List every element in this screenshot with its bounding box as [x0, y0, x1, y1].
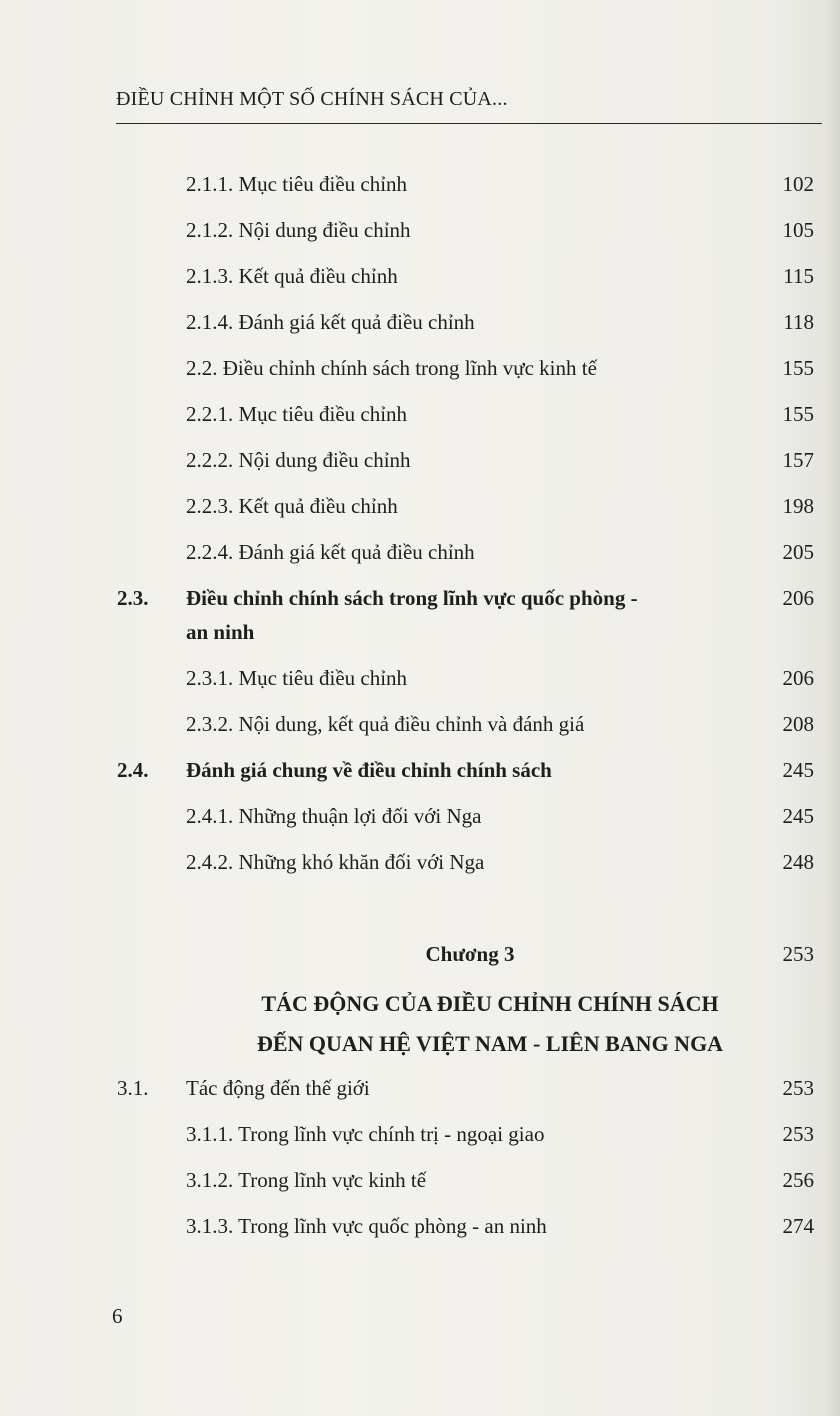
toc-entry-label: 2.3.2. Nội dung, kết quả điều chỉnh và đánh giá	[186, 712, 585, 736]
toc-entry-page-number: 253	[782, 1076, 814, 1100]
running-header: ĐIỀU CHỈNH MỘT SỐ CHÍNH SÁCH CỦA...	[116, 88, 508, 110]
toc-entry-page-number: 248	[782, 850, 814, 874]
toc-entry-label: 2.2. Điều chỉnh chính sách trong lĩnh vực kinh tế	[186, 356, 597, 380]
toc-entry-page-number: 205	[782, 540, 814, 564]
toc-entry-label: 2.4.1. Những thuận lợi đối với Nga	[186, 804, 482, 828]
toc-entry-label-continued: an ninh	[186, 620, 255, 644]
toc-entry-label: 2.1.3. Kết quả điều chỉnh	[186, 264, 398, 288]
toc-entry-page-number: 118	[783, 310, 814, 334]
toc-entry-label: 2.2.4. Đánh giá kết quả điều chỉnh	[186, 540, 475, 564]
toc-entry-page-number: 245	[782, 758, 814, 782]
toc-entry-label: 3.1.1. Trong lĩnh vực chính trị - ngoại giao	[186, 1122, 545, 1146]
toc-entry-label: 2.1.2. Nội dung điều chỉnh	[186, 218, 411, 242]
toc-entry-label: 2.4.2. Những khó khăn đối với Nga	[186, 850, 485, 874]
toc-entry-page-number: 256	[782, 1168, 814, 1192]
toc-entry-page-number: 253	[782, 1122, 814, 1146]
toc-entry-label: Tác động đến thế giới	[186, 1076, 370, 1100]
chapter-page-number: 253	[782, 942, 814, 966]
toc-entry-label: 3.1.3. Trong lĩnh vực quốc phòng - an ninh	[186, 1214, 547, 1238]
toc-entry-label: 2.2.1. Mục tiêu điều chỉnh	[186, 402, 408, 426]
header-rule	[116, 123, 822, 124]
toc-entry-number: 2.4.	[117, 758, 149, 782]
toc-entry-page-number: 198	[782, 494, 814, 518]
toc-entry-page-number: 208	[782, 712, 814, 736]
toc-entry-page-number: 206	[782, 666, 814, 690]
chapter-title-line-1: TÁC ĐỘNG CỦA ĐIỀU CHỈNH CHÍNH SÁCH	[261, 991, 719, 1016]
page-number: 6	[112, 1304, 123, 1328]
toc-entry-page-number: 157	[782, 448, 814, 472]
chapter-label: Chương 3	[425, 942, 515, 966]
toc-entry-page-number: 155	[782, 356, 814, 380]
page-edge-shadow	[826, 0, 840, 1416]
toc-entry-page-number: 115	[783, 264, 814, 288]
chapter-title-line-2: ĐẾN QUAN HỆ VIỆT NAM - LIÊN BANG NGA	[256, 1031, 724, 1056]
toc-entry-page-number: 274	[782, 1214, 814, 1238]
toc-entry-label: 2.1.4. Đánh giá kết quả điều chỉnh	[186, 310, 475, 334]
toc-entry-label: Điều chỉnh chính sách trong lĩnh vực quốc phòng -	[186, 586, 638, 610]
toc-entry-page-number: 206	[782, 586, 814, 610]
toc-entry-page-number: 245	[782, 804, 814, 828]
toc-entry-label: 2.2.2. Nội dung điều chỉnh	[186, 448, 411, 472]
toc-entry-label: 2.3.1. Mục tiêu điều chỉnh	[186, 666, 408, 690]
toc-entry-label: 3.1.2. Trong lĩnh vực kinh tế	[186, 1168, 427, 1192]
toc-entry-page-number: 155	[782, 402, 814, 426]
toc-entry-label: 2.2.3. Kết quả điều chỉnh	[186, 494, 398, 518]
toc-entry-number: 2.3.	[117, 586, 149, 610]
toc-entry-number: 3.1.	[117, 1076, 149, 1100]
toc-entry-page-number: 102	[782, 172, 814, 196]
toc-entry-label: 2.1.1. Mục tiêu điều chỉnh	[186, 172, 408, 196]
toc-entry-label: Đánh giá chung về điều chỉnh chính sách	[186, 758, 552, 782]
toc-entry-page-number: 105	[782, 218, 814, 242]
